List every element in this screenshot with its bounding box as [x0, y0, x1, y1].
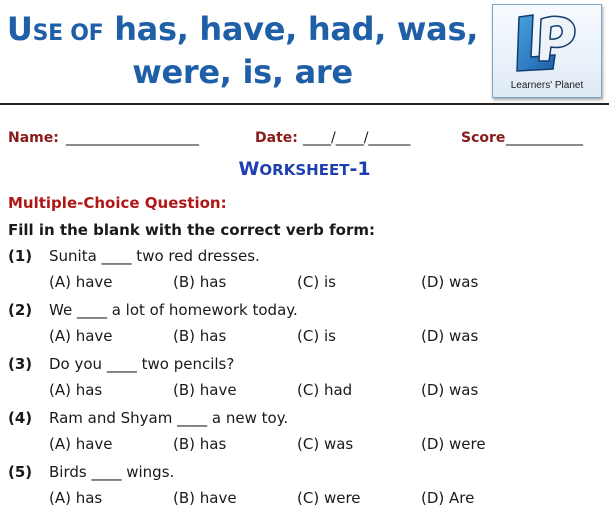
question-number: (1): [8, 247, 33, 265]
answer-option[interactable]: (D) were: [421, 435, 486, 453]
lp-logo-icon: [511, 11, 583, 77]
answer-option[interactable]: (B) has: [173, 273, 227, 291]
answer-option[interactable]: (D) was: [421, 327, 479, 345]
answer-option[interactable]: (A) has: [49, 381, 103, 399]
question-number: (4): [8, 409, 33, 427]
title-line-1: USE OF has, have, had, was,: [6, 10, 479, 48]
date-label: Date:: [255, 130, 298, 146]
question-text: Do you ____ two pencils?: [49, 355, 235, 373]
question-text: Sunita ____ two red dresses.: [49, 247, 260, 265]
answer-option[interactable]: (B) have: [173, 381, 237, 399]
question-text: Ram and Shyam ____ a new toy.: [49, 409, 289, 427]
answer-option[interactable]: (C) had: [297, 381, 353, 399]
question-number: (2): [8, 301, 33, 319]
title-line-2: were, is, are: [132, 53, 353, 91]
answer-option[interactable]: (C) was: [297, 435, 354, 453]
answer-option[interactable]: (B) has: [173, 435, 227, 453]
score-label: Score: [461, 130, 506, 146]
answer-option[interactable]: (B) has: [173, 327, 227, 345]
answer-option[interactable]: (C) is: [297, 273, 336, 291]
answer-option[interactable]: (A) have: [49, 435, 113, 453]
instruction-text: Fill in the blank with the correct verb form:: [8, 221, 375, 239]
section-heading: Multiple-Choice Question:: [8, 194, 227, 212]
name-blank[interactable]: ___________________: [66, 130, 199, 146]
question-number: (3): [8, 355, 33, 373]
answer-option[interactable]: (B) have: [173, 489, 237, 507]
header-divider: [0, 103, 609, 105]
date-blank[interactable]: ____/____/______: [303, 130, 411, 146]
answer-option[interactable]: (D) Are: [421, 489, 475, 507]
answer-option[interactable]: (C) is: [297, 327, 336, 345]
name-label: Name:: [8, 130, 59, 146]
question-text: We ____ a lot of homework today.: [49, 301, 298, 319]
answer-option[interactable]: (A) have: [49, 273, 113, 291]
question-text: Birds ____ wings.: [49, 463, 175, 481]
page-title: [0, 10, 485, 91]
answer-option[interactable]: (A) has: [49, 489, 103, 507]
answer-option[interactable]: (A) have: [49, 327, 113, 345]
worksheet-title: WORKSHEET-1: [238, 158, 371, 180]
score-blank[interactable]: ___________: [506, 130, 583, 146]
question-number: (5): [8, 463, 33, 481]
answer-option[interactable]: (D) was: [421, 381, 479, 399]
learners-planet-logo: [492, 4, 602, 98]
answer-option[interactable]: (C) were: [297, 489, 361, 507]
answer-option[interactable]: (D) was: [421, 273, 479, 291]
logo-text: Learners' Planet: [510, 80, 584, 91]
